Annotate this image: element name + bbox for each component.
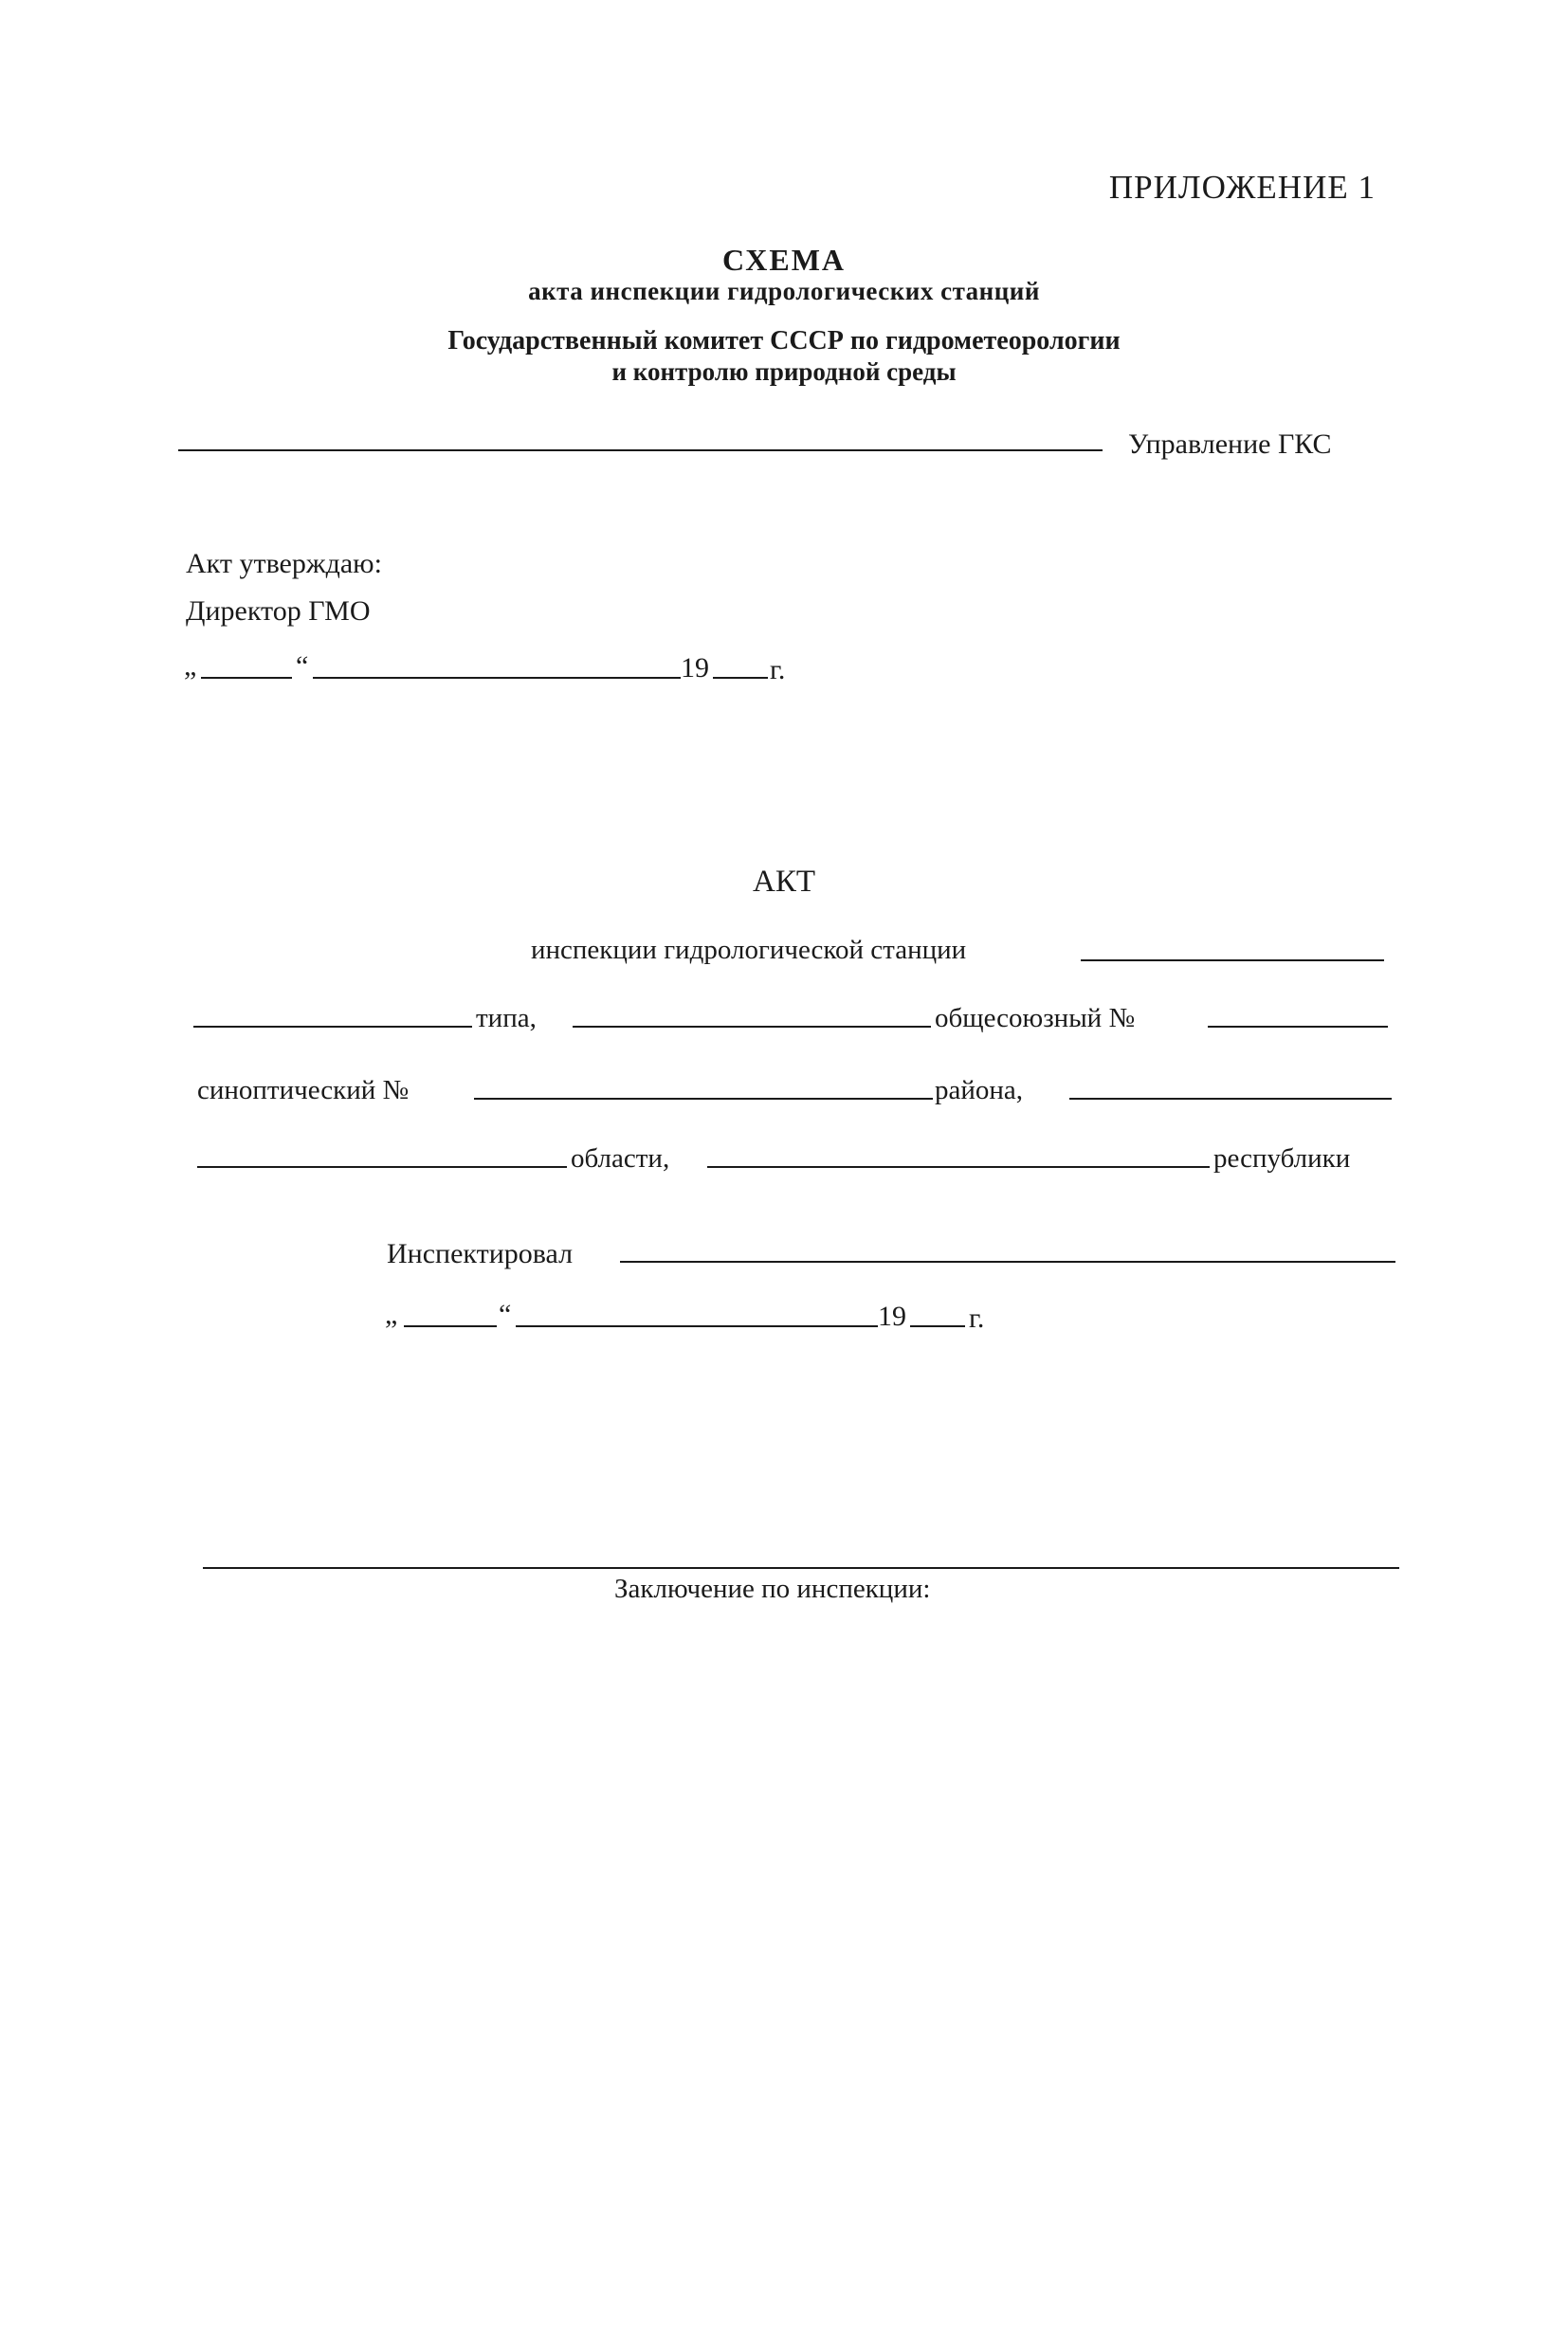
schema-title: СХЕМА — [721, 243, 847, 277]
synoptic-label: синоптический № — [197, 1075, 410, 1105]
director-label: Директор ГМО — [186, 595, 371, 627]
inspected-label: Инспектировал — [387, 1238, 574, 1269]
station-label: инспекции гидрологической станции — [531, 935, 967, 965]
inspection-date-day-line — [404, 1325, 497, 1327]
act-title: АКТ — [753, 865, 815, 899]
inspection-date-suffix: г. — [969, 1303, 985, 1334]
inspection-date-month-line — [516, 1325, 878, 1327]
schema-subtitle: акта инспекции гидрологических станций — [528, 277, 1040, 305]
type-value-line — [573, 1026, 931, 1028]
approval-date-year-prefix: 19 — [681, 652, 709, 684]
approval-date-year-line — [713, 677, 768, 679]
inspection-date-year-line — [910, 1325, 965, 1327]
approval-date-suffix: г. — [770, 654, 786, 685]
organization-line-1: Государственный комитет СССР по гидрометеорологии — [447, 326, 1121, 356]
synoptic-number-line — [474, 1098, 933, 1100]
region-line — [197, 1166, 567, 1168]
approve-label: Акт утверждаю: — [186, 548, 382, 579]
republic-line — [707, 1166, 1210, 1168]
department-blank-line — [178, 449, 1103, 451]
department-label: Управление ГКС — [1128, 428, 1332, 460]
conclusion-label: Заключение по инспекции: — [614, 1574, 931, 1604]
station-name-line — [1081, 959, 1384, 961]
type-label: типа, — [476, 1003, 537, 1033]
approval-date-open-quote: „ — [184, 650, 197, 682]
inspection-date-close-quote: “ — [499, 1299, 512, 1330]
approval-date-month-line — [313, 677, 681, 679]
type-line — [193, 1026, 472, 1028]
union-number-label: общесоюзный № — [935, 1003, 1136, 1033]
appendix-label: ПРИЛОЖЕНИЕ 1 — [1108, 169, 1376, 206]
union-number-line — [1208, 1026, 1388, 1028]
conclusion-separator-line — [203, 1567, 1399, 1569]
district-line — [1069, 1098, 1392, 1100]
district-label: района, — [935, 1075, 1024, 1105]
organization-line-2: и контролю природной среды — [611, 357, 957, 386]
region-label: области, — [571, 1143, 670, 1174]
approval-date-close-quote: “ — [296, 650, 309, 682]
inspection-date-year-prefix: 19 — [878, 1301, 906, 1332]
approval-date-day-line — [201, 677, 292, 679]
inspector-name-line — [620, 1261, 1395, 1263]
inspection-date-open-quote: „ — [385, 1299, 398, 1330]
republic-label: республики — [1213, 1143, 1351, 1174]
